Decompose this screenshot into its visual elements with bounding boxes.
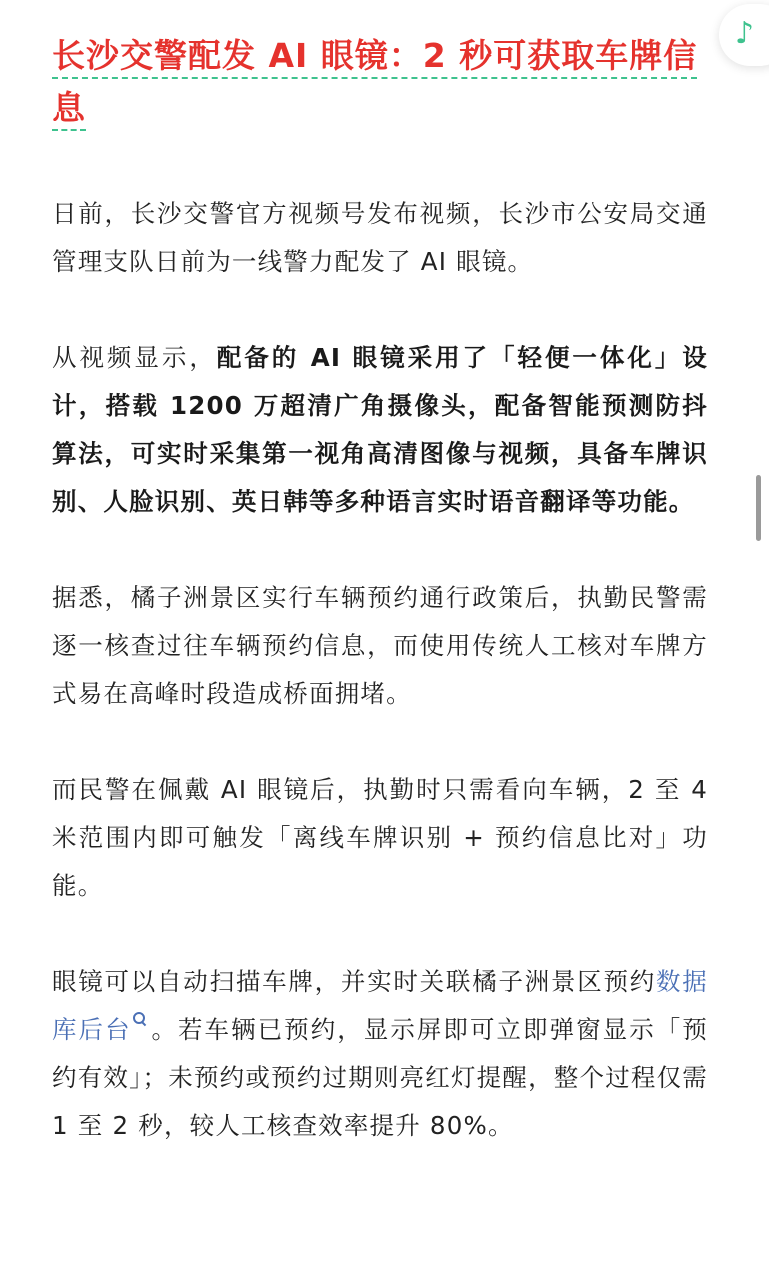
paragraph-2-intro: 从视频显示，: [52, 343, 217, 372]
article: [52, 30, 708, 1150]
search-icon[interactable]: [133, 1012, 147, 1026]
database-backend-link[interactable]: 数据库后台: [52, 967, 708, 1044]
paragraph-3: 据悉，橘子洲景区实行车辆预约通行政策后，执勤民警需逐一核查过往车辆预约信息，而使用传统人工核对车牌方式易在高峰时段造成桥面拥堵。: [52, 583, 708, 708]
paragraph-5-after: 。若车辆已预约，显示屏即可立即弹窗显示「预约有效」；未预约或预约过期则亮红灯提醒，整个过程仅需 1 至 2 秒，较人工核查效率提升 80%。: [52, 1015, 708, 1140]
article-title: [52, 30, 708, 134]
paragraph-2-bold: 配备的 AI 眼镜采用了「轻便一体化」设计，搭载 1200 万超清广角摄像头，配备智能预测防抖算法，可实时采集第一视角高清图像与视频，具备车牌识别、人脸识别、英日韩等多种语言实时语音翻译等功能。: [52, 343, 708, 516]
paragraph-1: 日前，长沙交警官方视频号发布视频，长沙市公安局交通管理支队日前为一线警力配发了 AI 眼镜。: [52, 199, 708, 276]
paragraph-5-before: 眼镜可以自动扫描车牌，并实时关联橘子洲景区预约: [52, 967, 657, 996]
scrollbar-thumb[interactable]: [756, 475, 761, 541]
paragraph-4: 而民警在佩戴 AI 眼镜后，执勤时只需看向车辆，2 至 4 米范围内即可触发「离线车牌识别 + 预约信息比对」功能。: [52, 775, 708, 900]
music-player-button[interactable]: [719, 4, 769, 66]
paragraph-5: [52, 958, 708, 1150]
paragraph-2: [52, 334, 708, 526]
music-note-icon: ♪: [735, 16, 755, 51]
article-title-text: 长沙交警配发 AI 眼镜：2 秒可获取车牌信息: [52, 36, 697, 131]
